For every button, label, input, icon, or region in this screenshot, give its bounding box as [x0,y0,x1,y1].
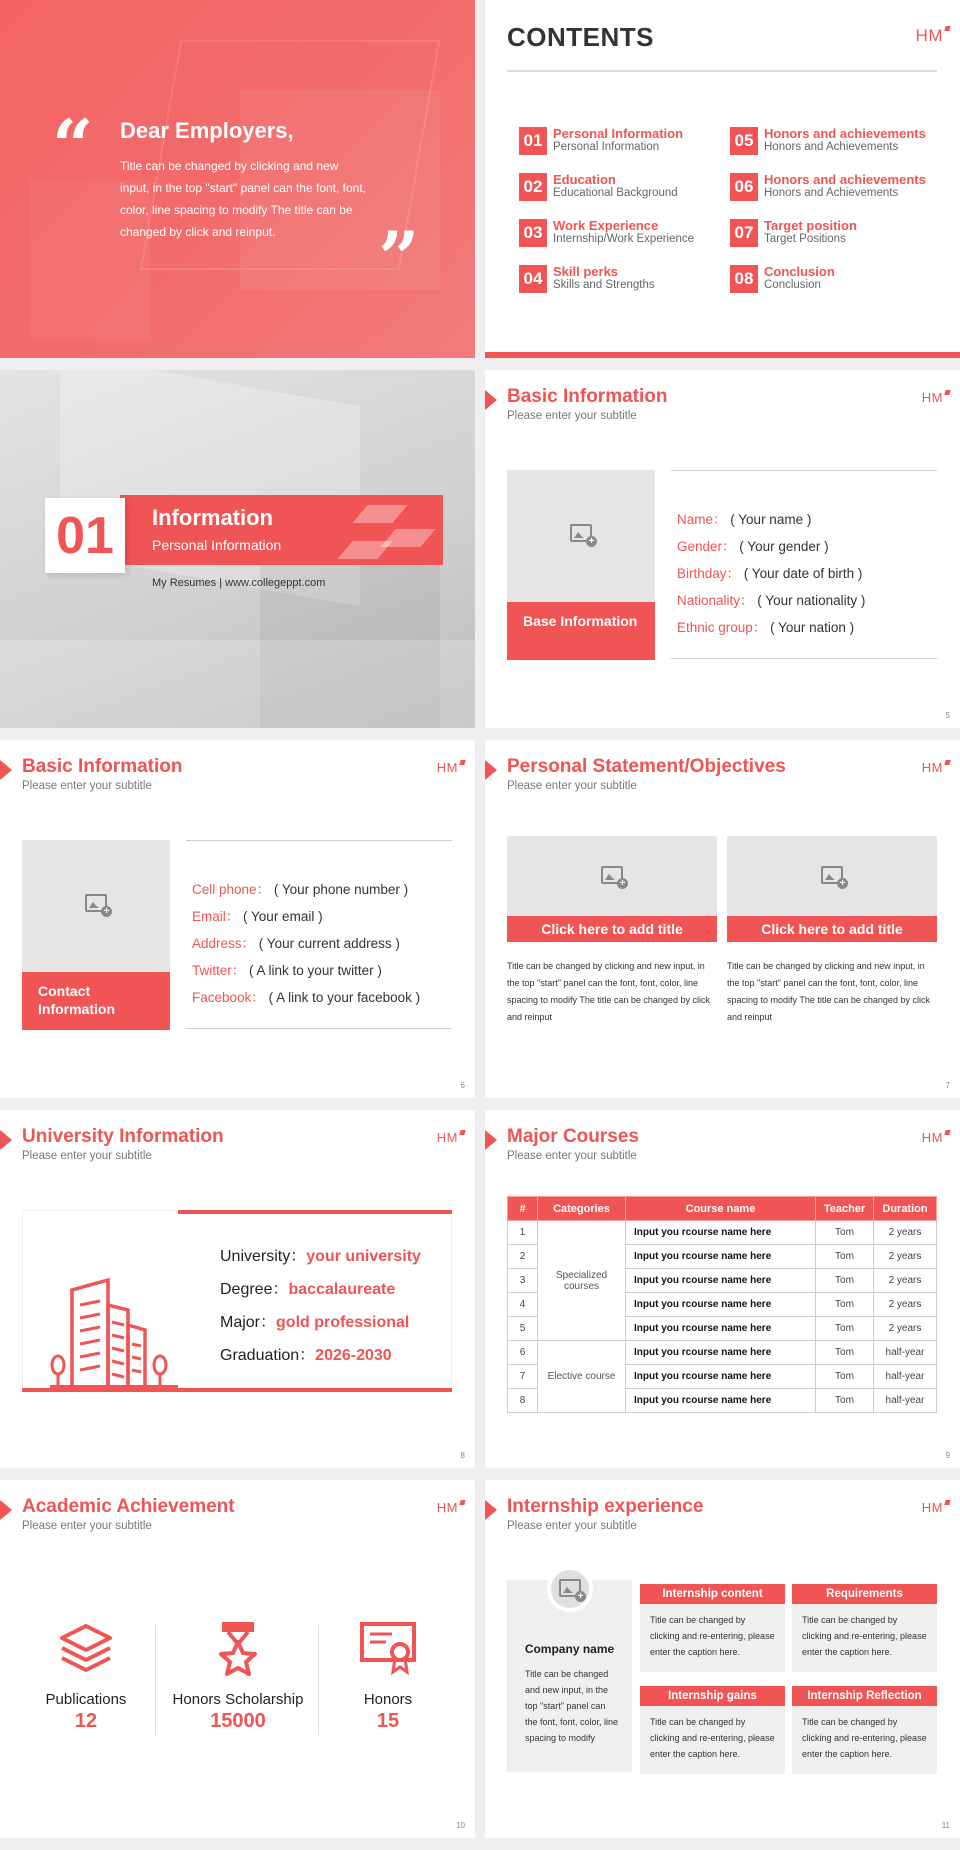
achievement-honors [318,1620,458,1733]
contents-title: CONTENTS [507,22,654,52]
contents-item-sub: Skills and Strengths [553,279,655,291]
contents-item[interactable] [519,219,694,247]
contents-number: 04 [519,265,547,293]
duration-cell: 2 years [874,1221,937,1245]
slide-subtitle: Please enter your subtitle [507,780,637,792]
course-cell: Input you rcourse name here [626,1317,816,1341]
contents-item-title: Work Experience [553,218,659,233]
close-quote-icon: ” [378,215,420,300]
row-number: 8 [508,1389,538,1413]
accent-line [178,1210,452,1214]
divider [507,70,937,72]
achievement-publications [16,1620,156,1733]
row-number: 1 [508,1221,538,1245]
add-image-icon [559,1579,581,1597]
contents-item[interactable] [519,127,683,155]
course-cell: Input you rcourse name here [626,1269,816,1293]
contact-information-label: Contact Information [22,972,170,1030]
image-placeholder[interactable] [507,836,717,916]
add-image-icon [85,894,107,912]
divider [671,470,937,471]
building-icon [50,1260,180,1390]
slide-basic-information [485,370,960,728]
slide-subtitle: Please enter your subtitle [507,1520,637,1532]
course-cell: Input you rcourse name here [626,1341,816,1365]
slide-title: Basic Information [22,756,183,777]
teacher-cell: Tom [816,1245,874,1269]
duration-cell: half-year [874,1365,937,1389]
statement-text: Title can be changed by clicking and new input, in the top "start" panel can the font, font, color, line spacing to modify The title can be changed by click and reinput [727,961,930,1022]
contents-item-title: Honors and achievements [764,126,926,141]
facebook-field: Facebook： ( A link to your facebook ) [192,990,421,1005]
contents-item[interactable] [730,127,926,155]
contents-item[interactable] [519,265,655,293]
contents-number: 03 [519,219,547,247]
contents-item-title: Target position [764,218,857,233]
title-marker [0,1130,12,1150]
slide-title: Basic Information [507,386,668,407]
name-field: Name： ( Your name ) [677,512,812,527]
brand-logo: HM [437,1130,465,1145]
brand-logo: HM [922,390,950,405]
company-text: Title can be changed and new input, in the top "start" panel can the font, font, color, line spacing to modify [525,1669,619,1743]
courses-table [507,1196,937,1413]
teacher-cell: Tom [816,1389,874,1413]
contents-item-sub: Target Positions [764,233,846,245]
box-text: Title can be changed by clicking and re-entering, please enter the caption here. [802,1717,927,1759]
statement-text: Title can be changed by clicking and new input, in the top "start" panel can the font, font, color, line spacing to modify The title can be changed by click and reinput [507,961,710,1022]
university-field: University：your university [220,1248,421,1265]
add-image-icon [821,866,843,884]
slide-title: Academic Achievement [22,1496,235,1517]
contents-item[interactable] [519,173,678,201]
brand-logo: HM [437,1500,465,1515]
contents-item[interactable] [730,219,857,247]
course-cell: Input you rcourse name here [626,1221,816,1245]
slide-subtitle: Please enter your subtitle [22,780,152,792]
internship-gains-box [640,1686,785,1774]
contents-number: 01 [519,127,547,155]
books-icon [56,1620,116,1676]
stripe-decoration [337,541,392,559]
internship-reflection-box [792,1686,937,1774]
duration-cell: 2 years [874,1317,937,1341]
medal-icon [208,1620,268,1676]
contents-item-sub: Educational Background [553,187,678,199]
contents-item[interactable] [730,173,926,201]
course-cell: Input you rcourse name here [626,1245,816,1269]
slide-title: University Information [22,1126,224,1147]
contents-item-title: Honors and achievements [764,172,926,187]
table-row [508,1221,937,1245]
achievement-label: Honors Scholarship [172,1691,304,1708]
gender-field: Gender： ( Your gender ) [677,539,829,554]
contents-item-title: Conclusion [764,264,835,279]
phone-field: Cell phone： ( Your phone number ) [192,882,409,897]
title-marker [0,1500,12,1520]
brand-logo: HM [916,26,950,46]
category-cell: Elective course [538,1341,626,1413]
duration-cell: 2 years [874,1269,937,1293]
teacher-cell: Tom [816,1317,874,1341]
base-information-label: Base Information [507,602,655,660]
contents-item-sub: Honors and Achievements [764,141,899,153]
brand-logo: HM [922,1130,950,1145]
box-text: Title can be changed by clicking and re-entering, please enter the caption here. [650,1717,775,1759]
section-number: 01 [45,498,125,573]
box-title: Internship gains [640,1686,785,1706]
header-cell: # [508,1197,538,1221]
divider [186,1028,452,1029]
header-cell: Course name [626,1197,816,1221]
contents-number: 05 [730,127,758,155]
slide-academic-achievement [0,1480,475,1838]
dear-body: Title can be changed by clicking and new input, in the top "start" panel can the font, font, color, line spacing to modify The title can be changed by click and reinput. [120,159,367,239]
row-number: 7 [508,1365,538,1389]
slide-dear-employers [0,0,475,358]
contents-item-sub: Personal Information [553,141,660,153]
divider [155,1625,156,1735]
statement-card [727,836,937,1026]
duration-cell: 2 years [874,1245,937,1269]
section-title: Information [152,505,273,530]
table-header [508,1197,937,1221]
header-cell: Teacher [816,1197,874,1221]
row-number: 3 [508,1269,538,1293]
slide-university-information [0,1110,475,1468]
slide-subtitle: Please enter your subtitle [22,1520,152,1532]
box-title: Requirements [792,1584,937,1604]
course-cell: Input you rcourse name here [626,1389,816,1413]
section-subtitle: Personal Information [152,537,282,553]
row-number: 6 [508,1341,538,1365]
divider [186,840,452,841]
slide-contents [485,0,960,358]
slide-subtitle: Please enter your subtitle [507,1150,637,1162]
certificate-icon [358,1620,418,1676]
company-logo-placeholder[interactable] [547,1566,593,1612]
slide-contact-information [0,740,475,1098]
add-image-icon [601,866,623,884]
contents-item-sub: Internship/Work Experience [553,233,695,245]
resume-link[interactable]: My Resumes | www.collegeppt.com [152,577,326,589]
add-title-button[interactable]: Click here to add title [507,916,717,942]
box-text: Title can be changed by clicking and re-entering, please enter the caption here. [650,1615,775,1657]
degree-field: Degree：baccalaureate [220,1281,396,1298]
major-field: Major：gold professional [220,1314,410,1331]
title-marker [0,760,12,780]
row-number: 4 [508,1293,538,1317]
contents-item-sub: Honors and Achievements [764,187,899,199]
contents-item-title: Personal Information [553,126,684,141]
duration-cell: half-year [874,1389,937,1413]
course-cell: Input you rcourse name here [626,1293,816,1317]
slide-subtitle: Please enter your subtitle [507,410,637,422]
teacher-cell: Tom [816,1293,874,1317]
achievement-value: 15 [376,1710,400,1732]
header-cell: Categories [538,1197,626,1221]
open-quote-icon: “ [52,103,94,188]
slide-section-information [0,370,475,728]
slide-personal-statement [485,740,960,1098]
page-number: 9 [945,1451,950,1460]
slide-subtitle: Please enter your subtitle [22,1150,152,1162]
slide-internship-experience [485,1480,960,1838]
duration-cell: half-year [874,1341,937,1365]
bottom-bar [485,352,960,358]
teacher-cell: Tom [816,1221,874,1245]
nationality-field: Nationality： ( Your nationality ) [677,593,866,608]
contents-item[interactable] [730,265,835,293]
divider [671,658,937,659]
brand-logo: HM [922,1500,950,1515]
title-marker [485,390,497,410]
header-cell: Duration [874,1197,937,1221]
page-number: 11 [941,1821,950,1830]
graduation-field: Graduation：2026-2030 [220,1347,392,1364]
page-number: 5 [945,711,950,720]
page-number: 8 [460,1451,465,1460]
row-number: 5 [508,1317,538,1341]
dear-heading: Dear Employers, [120,118,294,143]
requirements-box [792,1584,937,1672]
birthday-field: Birthday： ( Your date of birth ) [677,566,863,581]
brand-logo: HM [922,760,950,775]
duration-cell: 2 years [874,1293,937,1317]
company-name: Company name [524,1642,615,1656]
image-placeholder[interactable] [727,836,937,916]
contents-number: 06 [730,173,758,201]
title-marker [485,1500,497,1520]
teacher-cell: Tom [816,1269,874,1293]
contents-number: 02 [519,173,547,201]
achievement-value: 12 [74,1710,98,1732]
box-title: Internship content [640,1584,785,1604]
company-card [507,1580,632,1772]
slide-title: Personal Statement/Objectives [507,756,786,777]
achievement-value: 15000 [210,1710,266,1732]
page-number: 6 [460,1081,465,1090]
slide-major-courses [485,1110,960,1468]
achievement-label: Publications [45,1691,127,1708]
contents-number: 08 [730,265,758,293]
page-number: 10 [456,1821,465,1830]
statement-card [507,836,717,1026]
email-field: Email： ( Your email ) [192,909,323,924]
page-number: 7 [945,1081,950,1090]
twitter-field: Twitter： ( A link to your twitter ) [192,963,382,978]
internship-content-box [640,1584,785,1672]
slide-title: Internship experience [507,1496,704,1517]
add-title-button[interactable]: Click here to add title [727,916,937,942]
background-ground [0,640,475,728]
achievement-label: Honors [363,1691,413,1708]
slide-title: Major Courses [507,1126,639,1147]
stripe-decoration [352,505,407,523]
row-number: 2 [508,1245,538,1269]
teacher-cell: Tom [816,1365,874,1389]
contents-number: 07 [730,219,758,247]
title-marker [485,1130,497,1150]
table-row [508,1341,937,1365]
contents-item-title: Skill perks [553,264,619,279]
add-image-icon [570,524,592,542]
achievement-scholarship [168,1620,308,1733]
category-cell: Specialized courses [538,1221,626,1341]
box-title: Internship Reflection [792,1686,937,1706]
brand-logo: HM [437,760,465,775]
ethnic-group-field: Ethnic group： ( Your nation ) [677,620,855,635]
address-field: Address： ( Your current address ) [192,936,400,951]
contents-item-title: Education [553,172,616,187]
title-marker [485,760,497,780]
contents-item-sub: Conclusion [764,279,821,291]
course-cell: Input you rcourse name here [626,1365,816,1389]
box-text: Title can be changed by clicking and re-entering, please enter the caption here. [802,1615,927,1657]
teacher-cell: Tom [816,1341,874,1365]
